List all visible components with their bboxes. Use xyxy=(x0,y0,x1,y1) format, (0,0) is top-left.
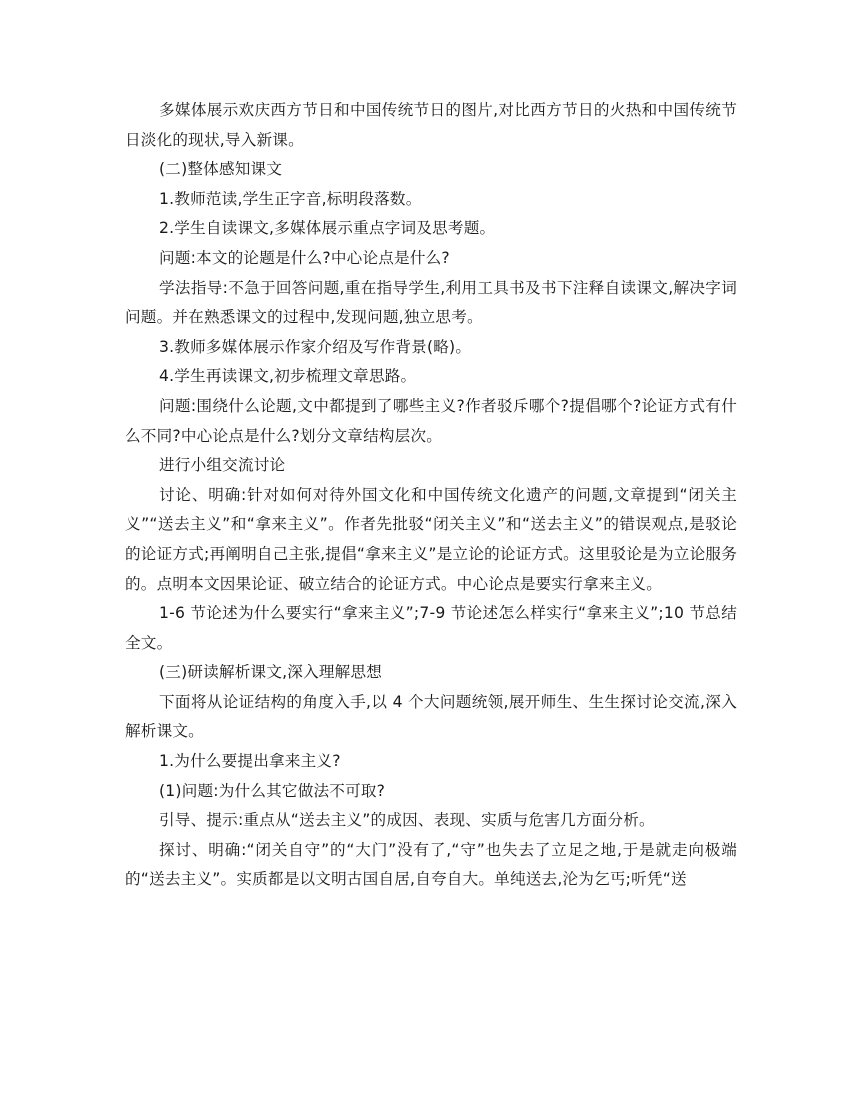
section-heading-overall-perception: (二)整体感知课文 xyxy=(159,160,283,179)
paragraph-subquestion-1: (1)问题:为什么其它做法不可取? xyxy=(159,781,386,800)
section-heading-study-analysis: (三)研读解析课文,深入理解思想 xyxy=(159,663,383,682)
paragraph-group-discussion: 进行小组交流讨论 xyxy=(159,456,286,475)
paragraph-intro: 多媒体展示欢庆西方节日和中国传统节日的图片,对比西方节日的火热和中国传统节日淡化的现状,导入新课。 xyxy=(125,101,737,149)
paragraph-question-1: 1.为什么要提出拿来主义? xyxy=(159,752,341,771)
paragraph-step-4: 4.学生再读课文,初步梳理文章思路。 xyxy=(159,367,417,386)
paragraph-analysis-intro: 下面将从论证结构的角度入手,以 4 个大问题统领,展开师生、生生探讨论交流,深入解析课文。 xyxy=(125,692,737,741)
paragraph-discussion-clarify: 讨论、明确:针对如何对待外国文化和中国传统文化遗产的问题,文章提到“闭关主义”“送去主义”和“拿来主义”。作者先批驳“闭关主义”和“送去主义”的错误观点,是驳论的论证方式;再阐明自己主张,提倡“拿来主义”是立论的论证方式。这里驳论是为立论服务的。点明本文因果论证、破立结合的论证方式。中心论点是要实行拿来主义。 xyxy=(125,485,737,593)
document-body xyxy=(125,96,737,895)
paragraph-step-3: 3.教师多媒体展示作家介绍及写作背景(略)。 xyxy=(159,337,472,356)
paragraph-study-guidance: 学法指导:不急于回答问题,重在指导学生,利用工具书及书下注释自读课文,解决字词问题。并在熟悉课文的过程中,发现问题,独立思考。 xyxy=(125,278,737,327)
paragraph-question-structure: 问题:围绕什么论题,文中都提到了哪些主义?作者驳斥哪个?提倡哪个?论证方式有什么不同?中心论点是什么?划分文章结构层次。 xyxy=(125,396,737,445)
paragraph-explore-clarify: 探讨、明确:“闭关自守”的“大门”没有了,“守”也失去了立足之地,于是就走向极端的“送去主义”。实质都是以文明古国自居,自夸自大。单纯送去,沦为乞丐;听凭“送 xyxy=(125,840,737,889)
paragraph-section-structure: 1-6 节论述为什么要实行“拿来主义”;7-9 节论述怎么样实行“拿来主义”;10 节总结全文。 xyxy=(125,604,737,652)
paragraph-question-topic: 问题:本文的论题是什么?中心论点是什么? xyxy=(159,248,450,267)
paragraph-guide-hint: 引导、提示:重点从“送去主义”的成因、表现、实质与危害几方面分析。 xyxy=(159,811,655,830)
paragraph-step-1: 1.教师范读,学生正字音,标明段落数。 xyxy=(159,189,422,208)
paragraph-step-2: 2.学生自读课文,多媒体展示重点字词及思考题。 xyxy=(159,219,496,238)
